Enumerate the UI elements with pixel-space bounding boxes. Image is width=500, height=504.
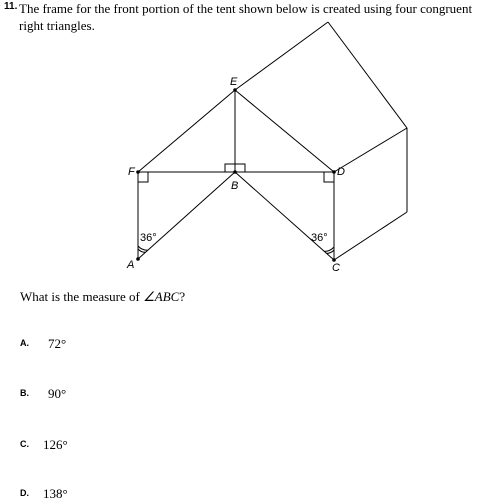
label-E: E	[230, 76, 238, 88]
edge-roof-ridge	[328, 22, 407, 128]
edge-B-C	[235, 172, 334, 260]
point-F	[136, 170, 140, 174]
angle-label-right: 36°	[311, 232, 328, 244]
choice-value: 138°	[43, 486, 68, 501]
right-angle-mark-D	[324, 172, 334, 182]
prompt-suffix: ?	[179, 289, 186, 304]
point-A	[136, 257, 140, 261]
edge-A-B	[138, 172, 235, 259]
angle-label-left: 36°	[140, 232, 157, 244]
prompt-prefix: What is the measure of	[20, 289, 144, 304]
choice-value: 72°	[48, 336, 67, 351]
point-B	[233, 170, 237, 174]
right-angle-mark-B-left	[225, 164, 235, 172]
question-number: 11.	[4, 1, 18, 12]
choice-letter: A.	[20, 338, 29, 348]
prompt-angle: ∠ABC	[143, 289, 180, 304]
choice-value: 90°	[48, 386, 67, 401]
label-F: F	[128, 166, 135, 178]
label-C: C	[332, 262, 340, 274]
label-D: D	[337, 166, 345, 178]
edge-back-C	[334, 212, 407, 260]
edge-E-roof	[235, 22, 328, 90]
point-D	[332, 170, 336, 174]
edge-E-F	[138, 90, 235, 172]
label-B: B	[231, 180, 239, 192]
right-angle-mark-F	[138, 172, 148, 182]
choice-value: 126°	[43, 437, 68, 452]
question-stem: The frame for the front portion of the tent shown below is created using four congruent right triangles.	[19, 1, 473, 33]
question-prompt	[20, 289, 185, 305]
right-angle-mark-B-right	[235, 164, 245, 172]
label-A: A	[127, 259, 135, 271]
choice-letter: D.	[20, 488, 29, 498]
edge-E-D	[235, 90, 334, 172]
angle-arc-A-outer	[138, 246, 148, 250]
choice-letter: C.	[20, 439, 29, 449]
point-E	[233, 88, 237, 92]
choice-letter: B.	[20, 388, 29, 398]
